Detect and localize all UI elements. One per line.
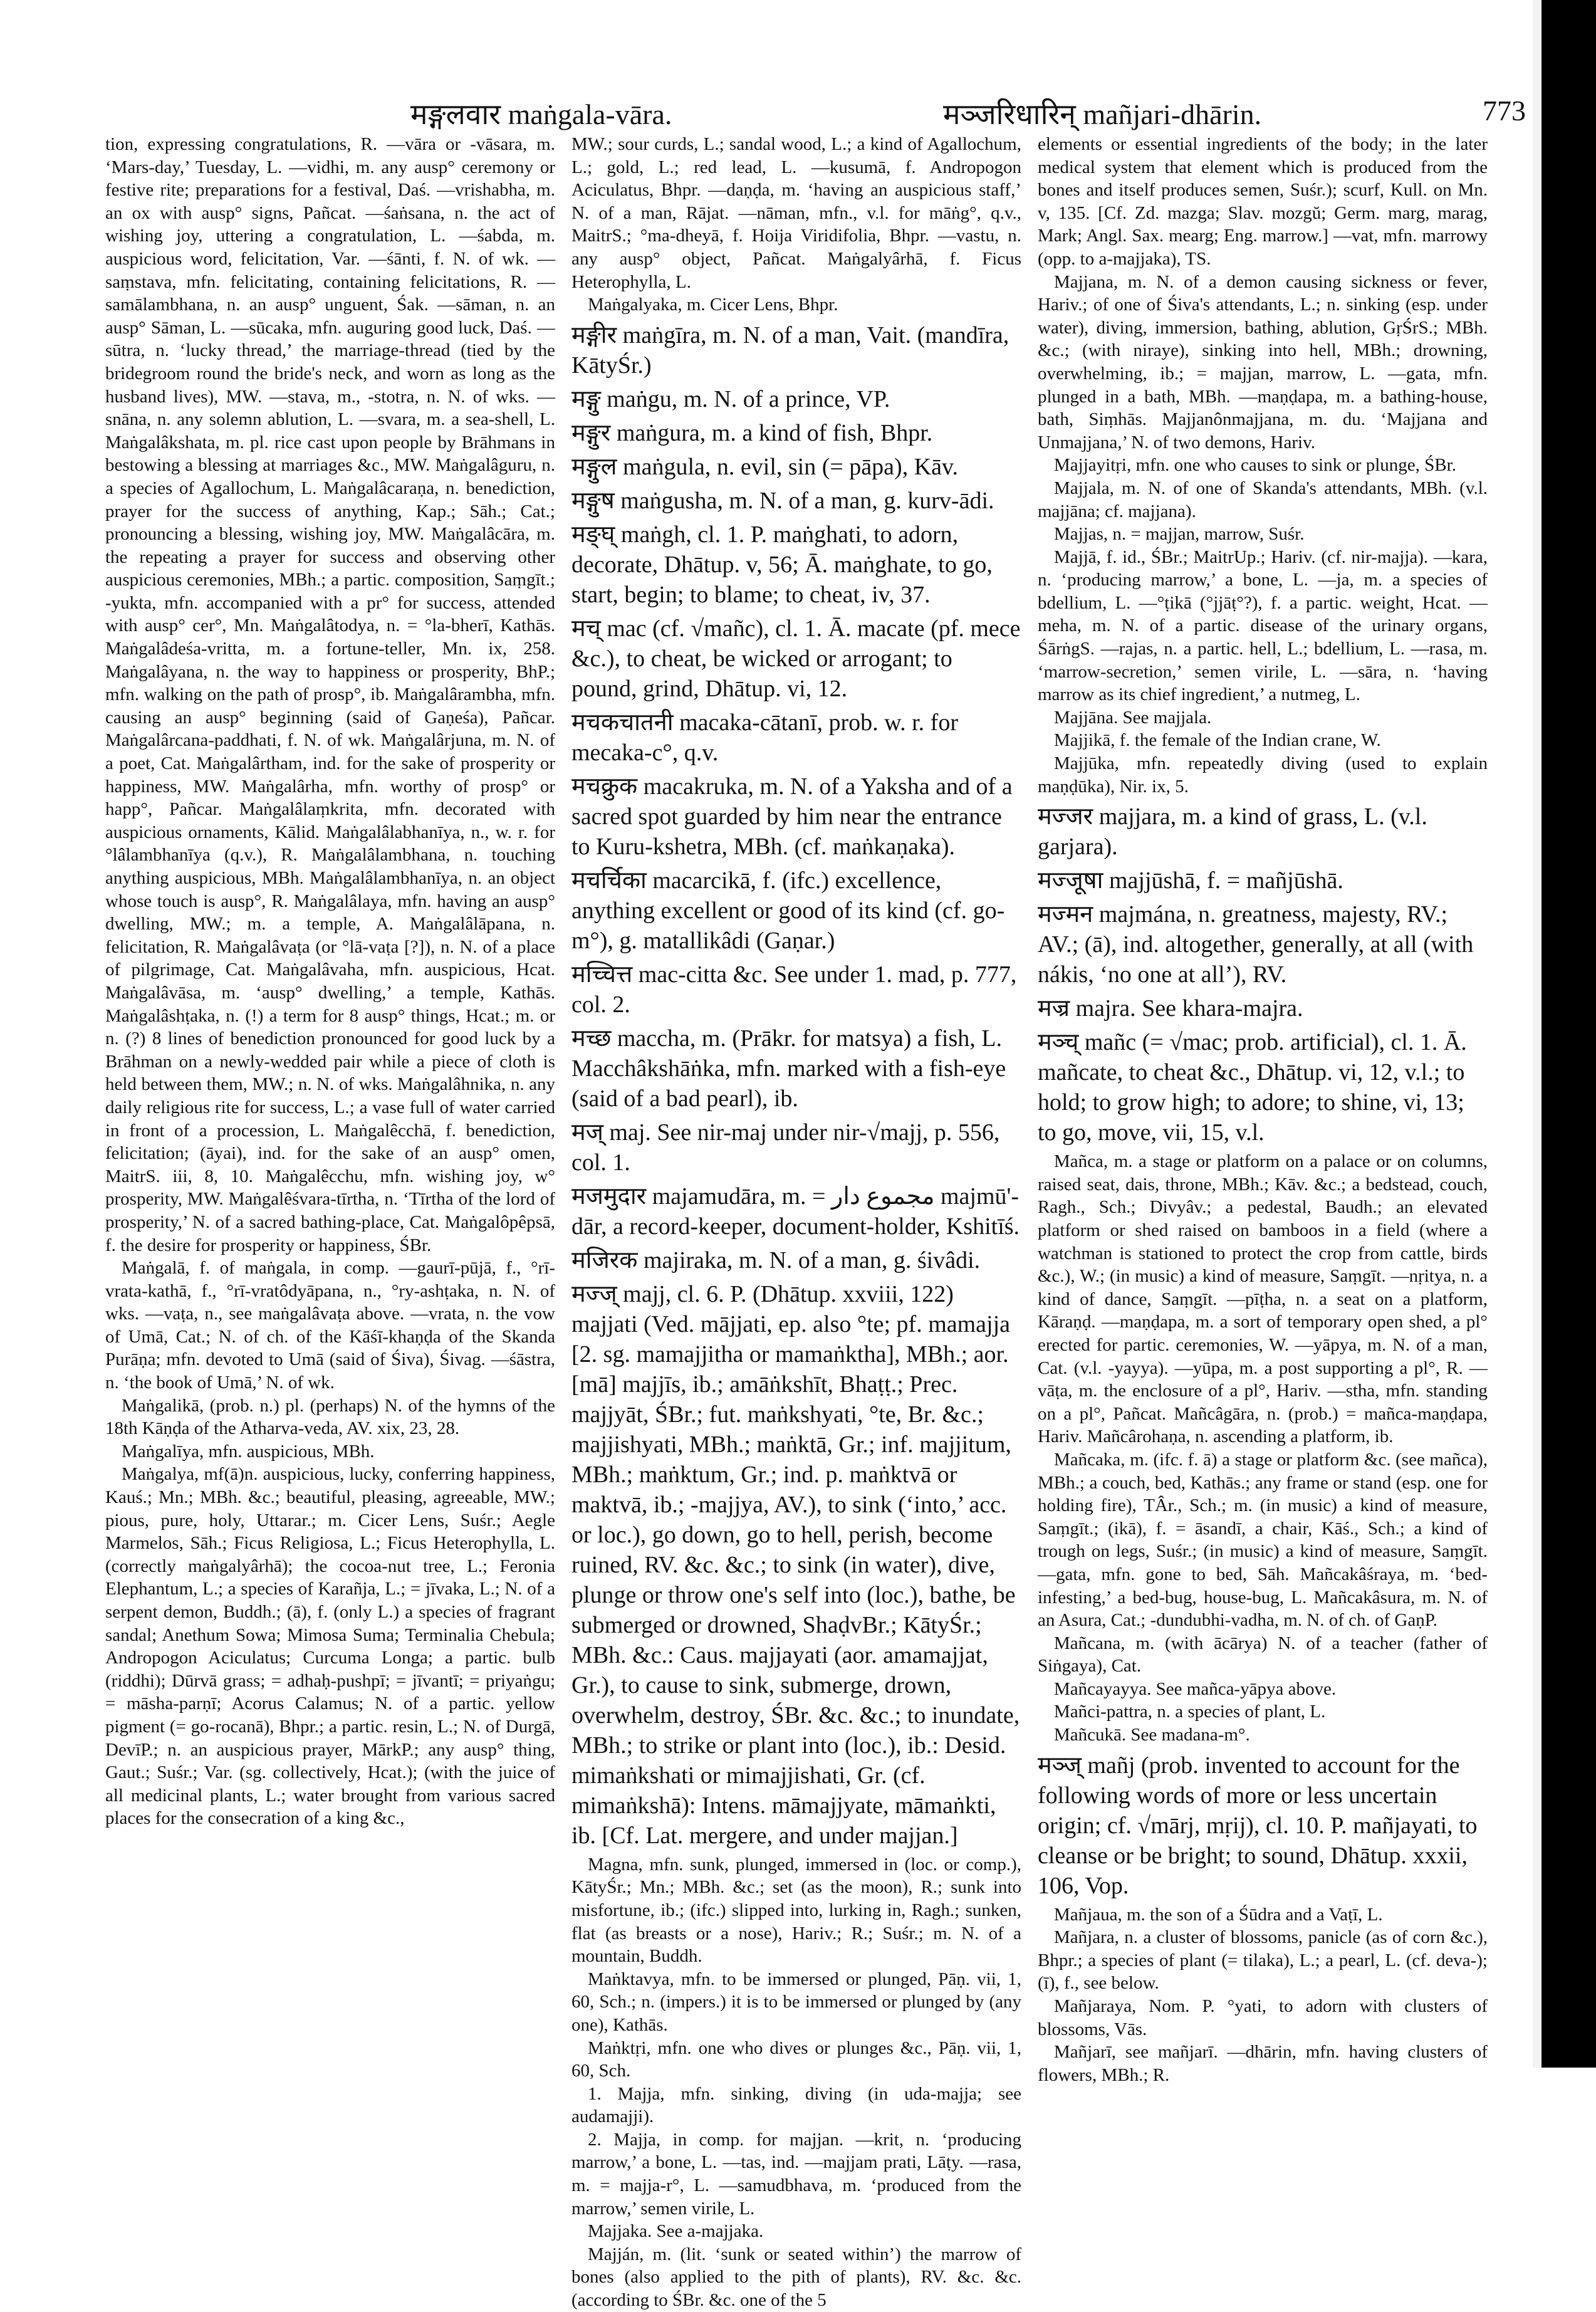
dictionary-entry: मचक्रुक macakruka, m. N. of a Yaksha and of a sacred spot guarded by him near the entrance to Kuru-kshetra, MBh. (cf. maṅkaṇaka). — [571, 773, 1013, 860]
dictionary-entry: Majjā, f. id., ŚBr.; MaitrUp.; Hariv. (cf. nir-majja). —kara, n. ‘producing marrow,’ a bone, L. —ja, m. a species of bdellium, L. —°ṭikā (°jjāṭ°?), f. a partic. weight, Hcat. —meha, m. N. of a partic. disease of the urinary organs, ŚārṅgS. —rajas, n. a partic. hell, L.; bdellium, L. —rasa, m. ‘marrow-secretion,’ semen virile, L. —sāra, n. ‘having marrow as its chief ingredient,’ a nutmeg, L. — [1038, 547, 1488, 705]
column-2 — [571, 133, 1021, 2311]
dictionary-entry: MW.; sour curds, L.; sandal wood, L.; a kind of Agallochum, L.; gold, L.; red lead, L. —kusumā, f. Andropogon Aciculatus, Bhpr. —daṇḍa, m. ‘having an auspicious staff,’ N. of a man, Rājat. —nāman, mfn., v.l. for māṅg°, q.v., MaitrS.; °ma-dheyā, f. Hoija Viridifolia, Bhpr. —vastu, n. any ausp° object, Pañcat. Maṅgalyârhā, f. Ficus Heterophylla, L. — [571, 134, 1021, 292]
column-1 — [105, 133, 555, 2038]
dictionary-entry: मञ्ज् mañj (prob. invented to account for the following words of more or less uncertain origin; cf. √mārj, mṛij), cl. 10. P. mañjayati, to cleanse or be bright; to sound, Dhātup. xxxii, 106, Vop. — [1038, 1752, 1478, 1899]
dictionary-entry: Majjana, m. N. of a demon causing sickness or fever, Hariv.; of one of Śiva's attendants, L.; n. sinking (esp. under water), diving, immersion, bathing, ablution, GṛŚrS.; MBh. &c.; (with niraye), sinking into hell, MBh.; drowning, overwhelming, ib.; = majjan, marrow, L. —gata, mfn. plunged in a bath, MBh. —maṇḍapa, m. a bathing-house, bath, Siṃhās. Majjanônmajjana, m. du. ‘Majjana and Unmajjana,’ N. of two demons, Hariv. — [1038, 271, 1488, 452]
column-3 — [1038, 133, 1488, 2085]
dictionary-entry: Mañci-pattra, n. a species of plant, L. — [1054, 1702, 1326, 1722]
dictionary-entry: Maṅgalya, mf(ā)n. auspicious, lucky, conferring happiness, Kauś.; Mn.; MBh. &c.; beautiful, pleasing, agreeable, MW.; pious, pure, holy, Uttarar.; m. Cicer Lens, Suśr.; Aegle Marmelos, Sāh.; Ficus Religiosa, L.; Ficus Heterophylla, L. (correctly maṅgalyârhā); the cocoa-nut tree, L.; Feronia Elephantum, L.; a species of Karañja, L.; = jīvaka, L.; N. of a serpent demon, Buddh.; (ā), f. (only L.) a species of fragrant sandal; Anethum Sowa; Mimosa Suma; Terminalia Chebula; Andropogon Aciculatus; Curcuma Longa; a partic. bulb (riddhi); Dūrvā grass; = adhaḥ-pushpī; = jīvantī; = priyaṅgu; = māsha-parṇī; Acorus Calamus; N. of a partic. yellow pigment (= go-rocanā), Bhpr.; a partic. resin, L.; N. of Durgā, DevīP.; n. an auspicious prayer, MārkP.; any ausp° thing, Gaut.; Suśr.; Var. (sg. collectively, Hcat.); (with the juice of all medicinal plants, L.; water brought from various sacred places for the consecration of a king &c., — [105, 1464, 555, 1829]
dictionary-entry: मङ्गुल maṅgula, n. evil, sin (= pāpa), Kāv. — [571, 453, 959, 480]
dictionary-entry: मच्चित्त mac-citta &c. See under 1. mad, p. 777, col. 2. — [571, 961, 1017, 1018]
dictionary-entry: Mañca, m. a stage or platform on a palace or on columns, raised seat, dais, throne, MBh.; Kāv. &c.; a bedstead, couch, Ragh., Sch.; Divyâv.; a pedestal, Baudh.; an elevated platform or shed raised on bamboos in a field (where a watchman is stationed to protect the crop from cattle, birds &c.), W.; (in music) a kind of measure, Saṃgīt. —nṛitya, n. a kind of dance, Saṃgīt. —pīṭha, n. a seat on a platform, Kāraṇḍ. —maṇḍapa, m. a sort of temporary open shed, a pl° erected for partic. ceremonies, W. —yāpya, m. N. of a man, Cat. (v.l. -yayya). —yūpa, m. a post supporting a pl°, R. —vāṭa, m. the enclosure of a pl°, Hariv. —stha, mfn. standing on a pl°, Pañcat. Mañcâgāra, n. (prob.) = mañca-maṇḍapa, Hariv. Mañcârohaṇa, n. ascending a platform, ib. — [1038, 1151, 1488, 1447]
dictionary-entry: मङ्गुष maṅgusha, m. N. of a man, g. kurv-ādi. — [571, 487, 994, 514]
dictionary-entry: मजिरक majiraka, m. N. of a man, g. śivâdi. — [571, 1247, 981, 1274]
dictionary-entry: Magna, mfn. sunk, plunged, immersed in (loc. or comp.), KātyŚr.; Mn.; MBh. &c.; set (as the moon), R.; sunk into misfortune, ib.; (ifc.) slipped into, lurking in, Ragh.; sunken, flat (as breasts or a nose), Hariv.; R.; Suśr.; m. N. of a mountain, Buddh. — [571, 1854, 1021, 1967]
dictionary-entry: मज्जूषा majjūshā, f. = mañjūshā. — [1038, 867, 1343, 894]
dictionary-entry: मङ्घ् maṅgh, cl. 1. P. maṅghati, to adorn, decorate, Dhātup. v, 56; Ā. maṅghate, to go, start, begin; to blame; to cheat, iv, 37. — [571, 521, 993, 608]
dictionary-entry: मङ्गीर maṅgīra, m. N. of a man, Vait. (mandīra, KātyŚr.) — [571, 322, 1009, 379]
dictionary-entry: मज्र majra. See khara-majra. — [1038, 995, 1303, 1022]
dictionary-entry: मजमुदार majamudāra, m. = مجموع دار majmū'-dār, a record-keeper, document-holder, Kshitīś. — [571, 1183, 1020, 1240]
dictionary-entry: Mañjara, n. a cluster of blossoms, panicle (as of corn &c.), Bhpr.; a species of plant (= tilaka), L.; a pearl, L. (cf. deva-); (ī), f., see below. — [1038, 1927, 1488, 1994]
dictionary-entry: Majjayitṛi, mfn. one who causes to sink or plunge, ŚBr. — [1054, 455, 1456, 476]
dictionary-entry: Majján, m. (lit. ‘sunk or seated within’) the marrow of bones (also applied to the pith of plants), RV. &c. &c. (according to ŚBr. &c. one of the 5 — [571, 2244, 1021, 2311]
dictionary-entry: 1. Majja, mfn. sinking, diving (in uda-majja; see audamajji). — [571, 2083, 1021, 2127]
dictionary-entry: Mañjarī, see mañjarī. —dhārin, mfn. having clusters of flowers, MBh.; R. — [1038, 2042, 1488, 2085]
dictionary-entry: Maṅgalā, f. of maṅgala, in comp. —gaurī-pūjā, f., °rī-vrata-kathā, f., °rī-vratôdyāpana, n., °ry-ashṭaka, n. N. of wks. —vaṭa, n., see maṅgalâvaṭa above. —vrata, n. the vow of Umā, Cat.; N. of ch. of the Kāśī-khaṇḍa of the Skanda Purāṇa; mfn. devoted to Umā (said of Śiva), Śivag. —śāstra, n. ‘the book of Umā,’ N. of wk. — [105, 1258, 555, 1393]
dictionary-entry: Mañjaraya, Nom. P. °yati, to adorn with clusters of blossoms, Vās. — [1038, 1996, 1488, 2039]
dictionary-entry: मज् maj. See nir-maj under nir-√majj, p. 556, col. 1. — [571, 1119, 1000, 1176]
dictionary-entry: मज्जर majjara, m. a kind of grass, L. (v.l. garjara). — [1038, 803, 1427, 860]
dictionary-entry: Majjikā, f. the female of the Indian crane, W. — [1054, 730, 1381, 751]
dictionary-entry: मच् mac (cf. √mañc), cl. 1. Ā. macate (pf. mece &c.), to cheat, be wicked or arrogant; to pound, grind, Dhātup. vi, 12. — [571, 615, 1021, 702]
dictionary-entry: Majjas, n. = majjan, marrow, Suśr. — [1054, 524, 1305, 545]
dictionary-entry: Maṅktavya, mfn. to be immersed or plunged, Pāṇ. vii, 1, 60, Sch.; n. (impers.) it is to be immersed or plunged by (any one), Kathās. — [571, 1969, 1021, 2035]
left-headword: मङ्गलवार maṅgala-vāra. — [410, 98, 672, 130]
dictionary-entry: मचर्चिका macarcikā, f. (ifc.) excellence, anything excellent or good of its kind (cf. go-m°), g. matallikâdi (Gaṇar.) — [571, 867, 1005, 954]
dictionary-entry: Mañjaua, m. the son of a Śūdra and a Vaṭī, L. — [1054, 1904, 1383, 1925]
right-headword: मञ्जरिधारिन् mañjari-dhārin. — [943, 98, 1262, 130]
scan-edge — [1541, 0, 1596, 2068]
dictionary-entry: मङ्गु maṅgu, m. N. of a prince, VP. — [571, 385, 890, 412]
dictionary-entry: Maṅktṛi, mfn. one who dives or plunges &c., Pāṇ. vii, 1, 60, Sch. — [571, 2037, 1021, 2081]
dictionary-entry: Majjaka. See a-majjaka. — [588, 2221, 764, 2242]
scan-edge-gap — [1533, 0, 1541, 2068]
dictionary-entry: Majjala, m. N. of one of Skanda's attendants, MBh. (v.l. majjāna; cf. majjana). — [1038, 478, 1488, 521]
dictionary-entry: मच्छ maccha, m. (Prākr. for matsya) a fish, L. Macchâkshāṅka, mfn. marked with a fish-eye (said of a bad pearl), ib. — [571, 1025, 1006, 1112]
dictionary-entry: Mañcayayya. See mañca-yāpya above. — [1054, 1678, 1337, 1699]
dictionary-entry: Maṅgalīya, mfn. auspicious, MBh. — [122, 1441, 375, 1462]
dictionary-entry: Maṅgalyaka, m. Cicer Lens, Bhpr. — [588, 295, 838, 315]
dictionary-entry: tion, expressing congratulations, R. —vāra or -vāsara, m. ‘Mars-day,’ Tuesday, L. —vidhi, m. any ausp° ceremony or festive rite; preparations for a festival, Daś. —vrishabha, m. an ox with ausp° signs, Pañcat. —śaṅsana, n. the act of wishing joy, uttering a congratulation, L. —śabda, m. auspicious word, felicitation, Var. —śānti, f. N. of wk. —saṃstava, mfn. felicitating, containing felicitations, R. —samālambhana, n. an ausp° unguent, Śak. —sāman, n. an ausp° Sāman, L. —sūcaka, mfn. auguring good luck, Daś. —sūtra, n. ‘lucky thread,’ the marriage-thread (tied by the bridegroom round the bride's neck, and worn as long as the husband lives), MW. —stava, m., -stotra, n. N. of wks. —snāna, n. any solemn ablution, L. —svara, m. a sea-shell, L. Maṅgalâkshata, m. pl. rice cast upon people by Brāhmans in bestowing a blessing at marriages &c., MW. Maṅgalâguru, n. a species of Agallochum, L. Maṅgalâcaraṇa, n. benediction, prayer for the success of anything, Kap.; Sāh.; Cat.; pronouncing a blessing, wishing joy, MW. Maṅgalâcāra, m. the repeating a prayer for success and observing other auspicious ceremonies, MBh.; a partic. composition, Saṃgīt.; -yukta, mfn. accompanied with a pr° for success, attended with ausp° cer°, Mn. Maṅgalâtodya, n. = °la-bherī, Kathās. Maṅgalâdeśa-vritta, m. a fortune-teller, Mn. ix, 258. Maṅgalâyana, n. the way to happiness or prosperity, BhP.; mfn. walking on the path of prosp°, ib. Maṅgalârambha, mfn. causing an ausp° beginning (said of Gaṇeśa), Pañcar. Maṅgalârcana-paddhati, f. N. of wk. Maṅgalârjuna, m. N. of a poet, Cat. Maṅgalârtham, ind. for the sake of prosperity or happiness, MW. Maṅgalârha, mfn. worthy of prosp° or happ°, Pañcar. Maṅgalâlaṃkrita, mfn. decorated with auspicious ornaments, Kālid. Maṅgalâlabhanīya, n., w. r. for °lâlambhanīya (q.v.), R. Maṅgalâlambhana, n. touching anything auspicious, MBh. Maṅgalâlambhanīya, n. an object whose touch is ausp°, R. Maṅgalâlaya, mfn. having an ausp° dwelling, MW.; m. a temple, A. Maṅgalâlāpana, n. felicitation, R. Maṅgalâvaṭa (or °lā-vaṭa [?]), n. N. of a place of pilgrimage, Cat. Maṅgalâvaha, mfn. auspicious, Hcat. Maṅgalâvāsa, m. ‘ausp° dwelling,’ a temple, Kathās. Maṅgalâshṭaka, n. (!) a term for 8 ausp° things, Hcat.; m. or n. (?) 8 lines of benediction pronounced for good luck by a Brāhman on a newly-wedded pair while a piece of cloth is held between them, MW.; n. N. of wks. Maṅgalâhnika, n. any daily religious rite for success, L.; a vase full of water carried in front of a procession, L. Maṅgalêcchā, f. benediction, felicitation; (āyai), ind. for the sake of an ausp° omen, MaitrS. iii, 8, 10. Maṅgalêcchu, mfn. wishing joy, w° prosperity, MW. Maṅgalêśvara-tīrtha, n. ‘Tīrtha of the lord of prosperity,’ N. of a sacred bathing-place, Cat. Maṅgalôpêpsā, f. the desire for prosperity or happiness, ŚBr. — [105, 134, 555, 1255]
dictionary-entry: Maṅgalikā, (prob. n.) pl. (perhaps) N. of the hymns of the 18th Kāṇḍa of the Atharva-veda, AV. xix, 23, 28. — [105, 1395, 555, 1439]
dictionary-entry: Mañcaka, m. (ifc. f. ā) a stage or platform &c. (see mañca), MBh.; a couch, bed, Kathās.; any frame or stand (esp. one for holding fire), TÂr., Sch.; m. (in music) a kind of measure, Saṃgīt.; (ikā), f. = āsandī, a chair, Kāś., Sch.; a kind of trough on legs, Suśr.; (in music) a kind of measure, Saṃgīt. —gata, mfn. gone to bed, Sāh. Mañcakâśraya, m. ‘bed-infesting,’ a bed-bug, house-bug, L. Mañcakâsura, m. N. of an Asura, Cat.; -dundubhi-vadha, m. N. of ch. of GaṇP. — [1038, 1449, 1488, 1631]
dictionary-entry: मज्ज् majj, cl. 6. P. (Dhātup. xxviii, 122) majjati (Ved. mājjati, ep. also °te; pf. mamajja [2. sg. mamajjitha or mamaṅktha], MBh.; aor. [mā] majjīs, ib.; amāṅkshīt, Bhaṭṭ.; Prec. majjyāt, ŚBr.; fut. maṅkshyati, °te, Br. &c.; majjishyati, MBh.; maṅktā, Gr.; inf. majjitum, MBh.; maṅktum, Gr.; ind. p. maṅktvā or maktvā, ib.; -majjya, AV.), to sink (‘into,’ acc. or loc.), go down, go to hell, perish, become ruined, RV. &c. &c.; to sink (in water), dive, plunge or throw one's self into (loc.), bathe, be submerged or drowned, ShaḍvBr.; KātyŚr.; MBh. &c.: Caus. majjayati (aor. amamajjat, Gr.), to cause to sink, submerge, drown, overwhelm, destroy, ŚBr. &c. &c.; to inundate, MBh.; to strike or plant into (loc.), ib.: Desid. mimaṅkshati or mimajjishati, Gr. (cf. mimaṅkshā): Intens. māmajjyate, māmaṅkti, ib. [Cf. Lat. mergere, and under majjan.] — [571, 1280, 1020, 1849]
dictionary-entry: मङ्गुर maṅgura, m. a kind of fish, Bhpr. — [571, 419, 933, 446]
dictionary-entry: Majjūka, mfn. repeatedly diving (used to explain maṇḍūka), Nir. ix, 5. — [1038, 753, 1488, 797]
page-header — [135, 94, 1526, 132]
dictionary-entry: Mañcana, m. (with ācārya) N. of a teacher (father of Siṅgaya), Cat. — [1038, 1633, 1488, 1676]
dictionary-entry: मञ्च् mañc (= √mac; prob. artificial), cl. 1. Ā. mañcate, to cheat &c., Dhātup. vi, 12, v.l.; to hold; to grow high; to adore; to shine, vi, 13; to go, move, vii, 15, v.l. — [1038, 1029, 1467, 1146]
dictionary-entry: elements or essential ingredients of the body; in the later medical system that element which is produced from the bones and itself produces semen, Suśr.); scurf, Kull. on Mn. v, 135. [Cf. Zd. mazga; Slav. mozgŭ; Germ. marg, marag, Mark; Angl. Sax. mearg; Eng. marrow.] —vat, mfn. marrowy (opp. to a-majjaka), TS. — [1038, 134, 1488, 269]
dictionary-entry: Majjāna. See majjala. — [1054, 707, 1212, 728]
dictionary-entry: Mañcukā. See madana-m°. — [1054, 1725, 1250, 1745]
dictionary-entry: मचकचातनी macaka-cātanī, prob. w. r. for mecaka-c°, q.v. — [571, 709, 958, 766]
dictionary-entry: 2. Majja, in comp. for majjan. —krit, n. ‘producing marrow,’ a bone, L. —tas, ind. —majjam prati, Lāṭy. —rasa, m. = majja-r°, L. —samudbhava, m. ‘produced from the marrow,’ semen virile, L. — [571, 2129, 1021, 2219]
dictionary-entry: मज्मन majmána, n. greatness, majesty, RV.; AV.; (ā), ind. altogether, generally, at all (with nákis, ‘no one at all’), RV. — [1038, 901, 1474, 988]
page-number: 773 — [1483, 95, 1526, 127]
